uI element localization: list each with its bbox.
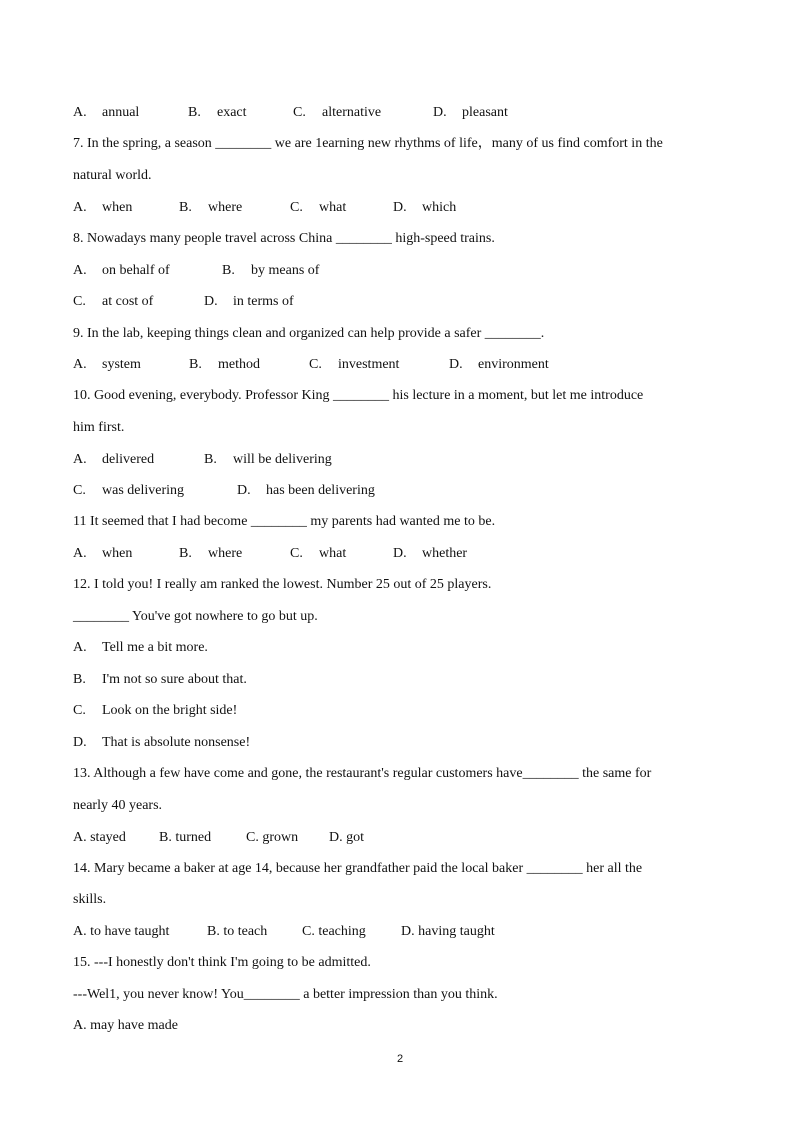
q11-stem-line1: 11 It seemed that I had become ________ my parents had wanted me to be. [73, 514, 496, 529]
q9-option-c: C. investment [309, 357, 400, 372]
q14-stem-line1: 14. Mary became a baker at age 14, because her grandfather paid the local baker ________ her all the [73, 861, 643, 876]
q12-stem-line1: 12. I told you! I really am ranked the lowest. Number 25 out of 25 players. [73, 577, 492, 592]
q9-option-d: D. environment [449, 357, 549, 372]
q15-stem-line1: 15. ---I honestly don't think I'm going to be admitted. [73, 955, 371, 970]
q8-option-b: B. by means of [222, 263, 320, 278]
q12-stem-line2: ________ You've got nowhere to go but up. [73, 609, 318, 624]
q7-option-a: A. when [73, 200, 133, 215]
q12-option-d: D. That is absolute nonsense! [73, 735, 251, 750]
q12-option-a: A. Tell me a bit more. [73, 640, 208, 655]
page-number: 2 [396, 1053, 404, 1065]
q10-option-c: C. was delivering [73, 483, 185, 498]
q9-stem-line1: 9. In the lab, keeping things clean and organized can help provide a safer ________. [73, 326, 545, 341]
q8-option-d: D. in terms of [204, 294, 294, 309]
q11-option-a: A. when [73, 546, 133, 561]
q8-option-a: A. on behalf of [73, 263, 170, 278]
q7-option-d: D. which [393, 200, 457, 215]
q12-option-c: C. Look on the bright side! [73, 703, 238, 718]
q7-option-b: B. where [179, 200, 243, 215]
q13-option-a: A. stayed [73, 830, 126, 845]
q11-option-c: C. what [290, 546, 347, 561]
q12-option-b: B. I'm not so sure about that. [73, 672, 247, 687]
q7-stem-line1: 7. In the spring, a season ________ we are 1earning new rhythms of life，many of us find comfort in the [73, 136, 663, 151]
q11-option-d: D. whether [393, 546, 468, 561]
q6-option-b: B. exact [188, 105, 247, 120]
q6-option-d: D. pleasant [433, 105, 508, 120]
q13-option-d: D. got [329, 830, 364, 845]
q10-option-b: B. will be delivering [204, 452, 332, 467]
q8-stem-line1: 8. Nowadays many people travel across China ________ high-speed trains. [73, 231, 495, 246]
q6-option-a: A. annual [73, 105, 140, 120]
q14-option-a: A. to have taught [73, 924, 170, 939]
q10-option-a: A. delivered [73, 452, 155, 467]
q10-option-d: D. has been delivering [237, 483, 375, 498]
q9-option-a: A. system [73, 357, 141, 372]
q7-stem-line2: natural world. [73, 168, 152, 183]
q9-option-b: B. method [189, 357, 260, 372]
q14-option-c: C. teaching [302, 924, 366, 939]
q11-option-b: B. where [179, 546, 243, 561]
q13-stem-line2: nearly 40 years. [73, 798, 163, 813]
q6-option-c: C. alternative [293, 105, 382, 120]
q14-option-b: B. to teach [207, 924, 268, 939]
q13-option-c: C. grown [246, 830, 299, 845]
q14-stem-line2: skills. [73, 892, 107, 907]
q13-option-b: B. turned [159, 830, 212, 845]
q8-option-c: C. at cost of [73, 294, 154, 309]
q14-option-d: D. having taught [401, 924, 495, 939]
q15-option-a: A. may have made [73, 1018, 178, 1033]
q10-stem-line1: 10. Good evening, everybody. Professor King ________ his lecture in a moment, but let me introduce [73, 388, 644, 403]
q7-option-c: C. what [290, 200, 347, 215]
q13-stem-line1: 13. Although a few have come and gone, the restaurant's regular customers have________ the same for [73, 766, 652, 781]
q15-stem-line2: ---Wel1, you never know! You________ a better impression than you think. [73, 987, 498, 1002]
q10-stem-line2: him first. [73, 420, 125, 435]
